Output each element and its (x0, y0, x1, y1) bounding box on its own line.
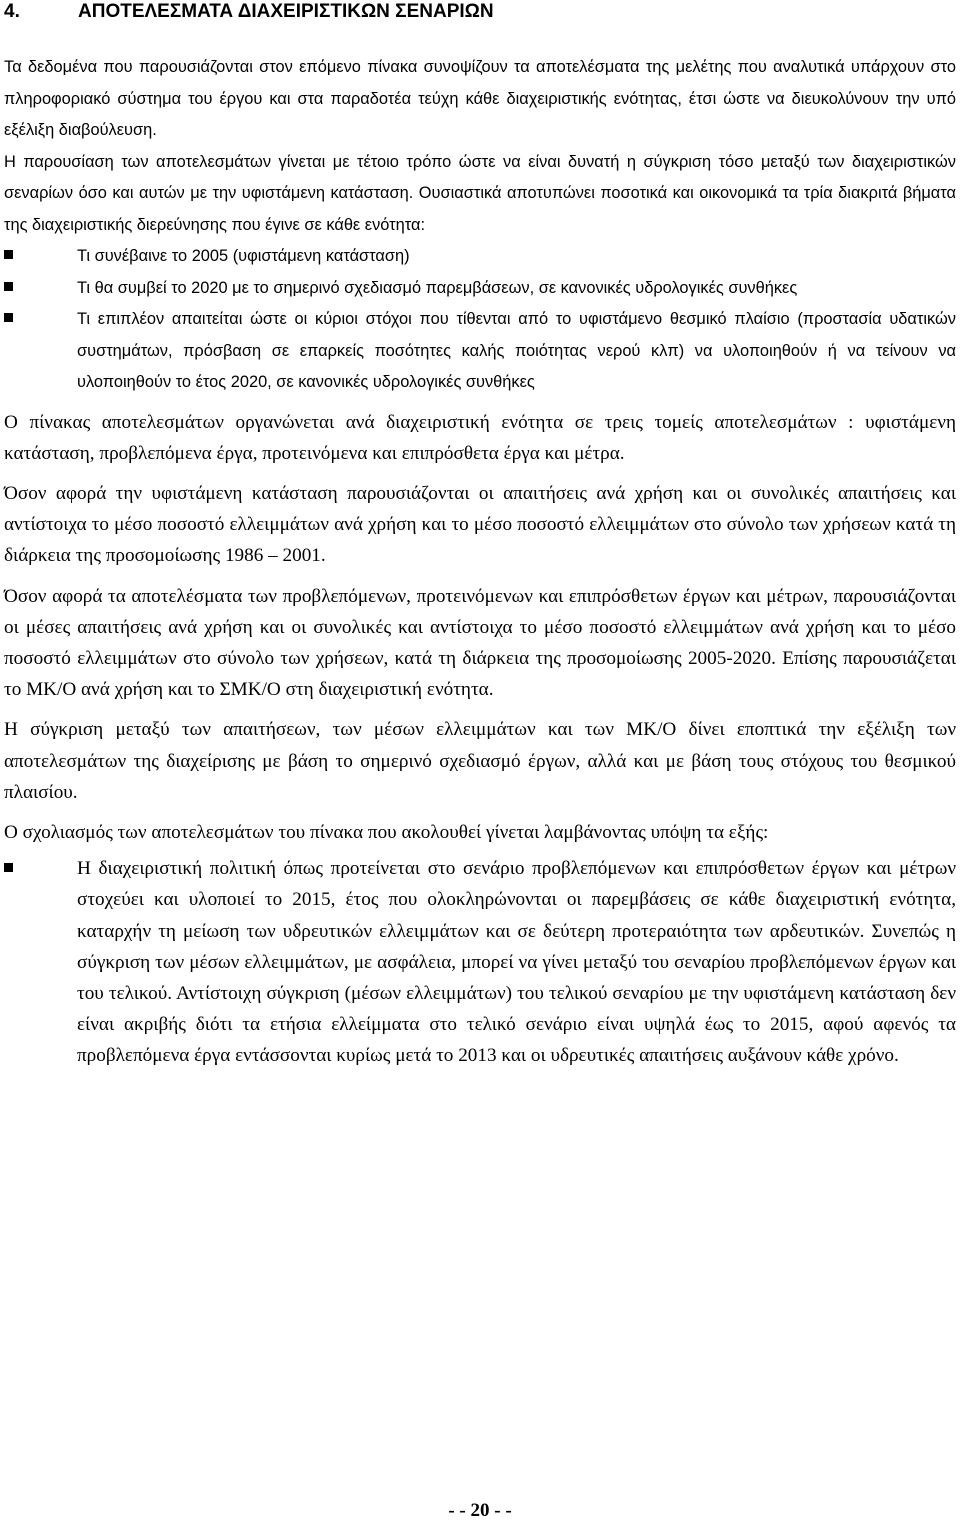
results-table-paragraph: Ο πίνακας αποτελεσμάτων οργανώνεται ανά διαχειριστική ενότητα σε τρεις τομείς αποτελεσμάτων : υφιστάμενη κατάσταση, προβλεπόμενα έργα, προτεινόμενα και επιπρόσθετα έργα και μέτρα. (4, 411, 956, 464)
projected-works-paragraph: Όσον αφορά τα αποτελέσματα των προβλεπόμενων, προτεινόμενων και επιπρόσθετων έργων και μέτρων, παρουσιάζονται οι μέσες απαιτήσεις ανά χρήση και οι συνολικές και αντίστοιχα το μέσο ποσοστό ελλειμμάτων ανά χρήση και το μέσο ποσοστό ελλειμμάτων στο σύνολο των χρήσεων, κατά τη διάρκεια της προσομοίωσης 2005-2020. Επίσης παρουσιάζεται το ΜΚ/Ο ανά χρήση και το ΣΜΚ/Ο στη διαχειριστική ενότητα. (4, 585, 956, 701)
square-bullet-icon (4, 250, 13, 259)
square-bullet-icon (4, 282, 13, 291)
comments-list (4, 853, 956, 1071)
square-bullet-icon (4, 863, 13, 872)
list-item-text: Τι συνέβαινε το 2005 (υφιστάμενη κατάσταση) (77, 247, 410, 265)
existing-situation-paragraph: Όσον αφορά την υφιστάμενη κατάσταση παρουσιάζονται οι απαιτήσεις ανά χρήση και οι συνολικές απαιτήσεις και αντίστοιχα το μέσο ποσοστό ελλειμμάτων ανά χρήση και το μέσο ποσοστό ελλειμμάτων στο σύνολο των χρήσεων κατά τη διάρκεια της προσομοίωσης 1986 – 2001. (4, 482, 956, 567)
list-item-text: Τι επιπλέον απαιτείται ώστε οι κύριοι στόχοι που τίθενται από το υφιστάμενο θεσμικό πλαίσιο (προστασία υδατικών συστημάτων, πρόσβαση σε επαρκείς ποσότητες καλής ποιότητας νερού κλπ) να υλοποιηθούν ή να τείνουν να υλοποιηθούν το έτος 2020, σε κανονικές υδρολογικές συνθήκες (77, 310, 956, 391)
comparison-evolution-paragraph: Η σύγκριση μεταξύ των απαιτήσεων, των μέσων ελλειμμάτων και των ΜΚ/Ο δίνει εποπτικά την εξέλιξη των αποτελεσμάτων της διαχείρισης με βάση το σημερινό σχεδιασμό έργων, αλλά και με βάση τους στόχους του θεσμικού πλαισίου. (4, 719, 956, 803)
list-item (4, 304, 956, 399)
steps-list (4, 241, 956, 399)
list-item (4, 273, 956, 305)
square-bullet-icon (4, 313, 13, 322)
comparison-paragraph: Η παρουσίαση των αποτελεσμάτων γίνεται με τέτοιο τρόπο ώστε να είναι δυνατή η σύγκριση τόσο μεταξύ των διαχειριστικών σεναρίων όσο και αυτών με την υφιστάμενη κατάσταση. Ουσιαστικά αποτυπώνει ποσοτικά και οικονομικά τα τρία διακριτά βήματα της διαχειριστικής διερεύνησης που έγινε σε κάθε ενότητα: (4, 152, 956, 234)
page-number: - - 20 - - (448, 1500, 512, 1521)
list-item-text: Τι θα συμβεί το 2020 με το σημερινό σχεδιασμό παρεμβάσεων, σε κανονικές υδρολογικές συνθήκες (77, 278, 798, 297)
list-item (4, 853, 956, 1071)
section-number: 4. (4, 1, 20, 22)
section-title: ΑΠΟΤΕΛΕΣΜΑΤΑ ΔΙΑΧΕΙΡΙΣΤΙΚΩΝ ΣΕΝΑΡΙΩΝ (78, 1, 494, 22)
list-item-text: Η διαχειριστική πολιτική όπως προτείνεται στο σενάριο προβλεπόμενων και επιπρόσθετων έργων και μέτρων στοχεύει και υλοποιεί το 2015, έτος που ολοκληρώνονται οι παρεμβάσεις σε κάθε διαχειριστική ενότητα, καταρχήν τη μείωση των υδρευτικών ελλειμμάτων και σε δεύτερη προτεραιότητα των αρδευτικών. Συνεπώς η σύγκριση των μέσων ελλειμμάτων, με ασφάλεια, μπορεί να γίνει μεταξύ του σεναρίου προβλεπόμενων έργων και του τελικού. Αντίστοιχη σύγκριση (μέσων ελλειμμάτων) του τελικού σεναρίου με την υφιστάμενη κατάσταση δεν είναι ακριβής διότι τα ετήσια ελλείμματα στο τελικό σενάριο είναι υψηλά έως το 2015, αφού αφενός τα προβλεπόμενα έργα εντάσσονται κυρίως μετά το 2013 και οι υδρευτικές απαιτήσεις αυξάνουν κάθε χρόνο. (77, 858, 956, 1067)
commentary-intro-paragraph: Ο σχολιασμός των αποτελεσμάτων του πίνακα που ακολουθεί γίνεται λαμβάνοντας υπόψη τα εξής: (4, 821, 769, 843)
list-item (4, 241, 956, 273)
section-heading (4, 0, 956, 24)
intro-paragraph: Τα δεδομένα που παρουσιάζονται στον επόμενο πίνακα συνοψίζουν τα αποτελέσματα της μελέτης που αναλυτικά υπάρχουν στο πληροφοριακό σύστημα του έργου και στα παραδοτέα τεύχη κάθε διαχειριστικής ενότητας, έτσι ώστε να διευκολύνουν την υπό εξέλιξη διαβούλευση. (4, 58, 956, 139)
